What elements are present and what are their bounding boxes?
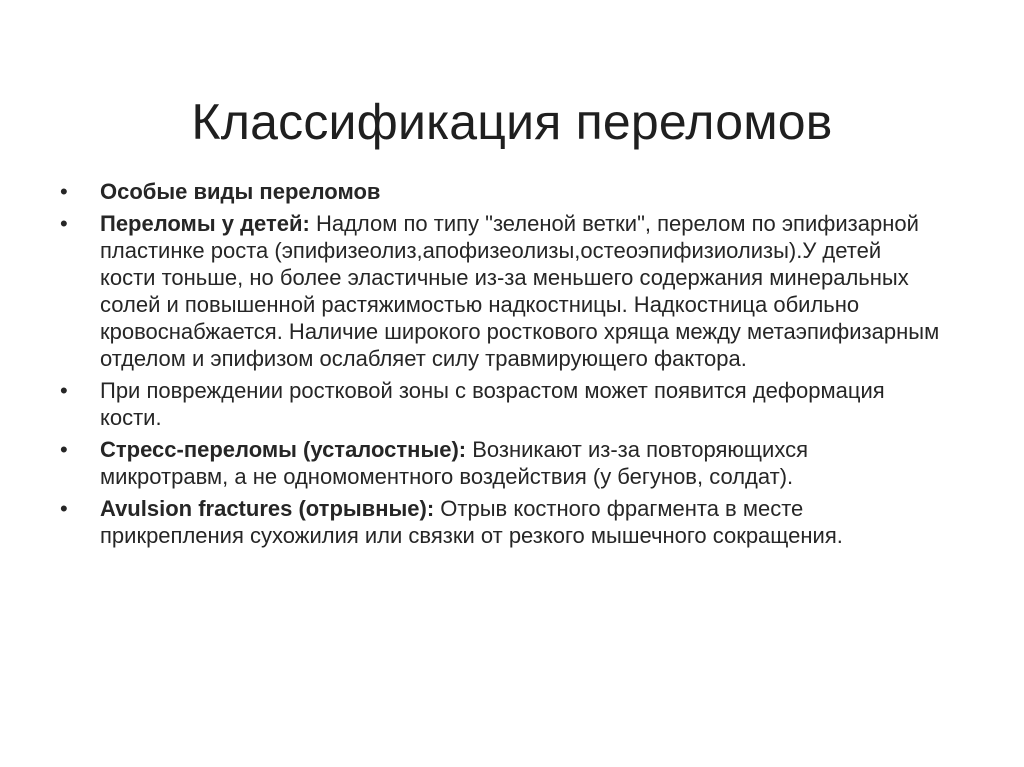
bullet-marker: • <box>60 378 68 403</box>
bullet-marker: • <box>60 496 68 521</box>
bullet-marker: • <box>60 437 68 462</box>
bullet-bold-text: Переломы у детей: <box>100 211 310 236</box>
bullet-bold-text: Особые виды переломов <box>100 179 381 204</box>
bullet-bold-text: Avulsion fractures (отрывные): <box>100 496 435 521</box>
bullet-body-text: Возникают из-за повторяющихся микротравм, а не одномоментного воздействия (у бегунов, солдат). <box>100 437 808 489</box>
bullet-item-avulsion-fractures <box>60 495 940 549</box>
bullet-bold-text: Стресс-переломы (усталостные): <box>100 437 467 462</box>
bullet-item-special-types <box>60 178 940 205</box>
bullet-marker: • <box>60 211 68 236</box>
bullet-body-text: Надлом по типу "зеленой ветки", перелом по эпифизарной пластинке роста (эпифизеолиз,апофизеолизы,остеоэпифизиолизы).У детей кости тоньше, но более эластичные из-за меньшего содержания минеральных солей и повышенной растяжимостью надкостницы. Надкостница обильно кровоснабжается. Наличие широкого росткового хряща между метаэпифизарным отделом и эпифизом ослабляет силу травмирующего фактора. <box>100 211 940 371</box>
bullet-body-text: При повреждении ростковой зоны с возрастом может появится деформация кости. <box>100 378 885 430</box>
slide-title: Классификация переломов <box>191 93 833 150</box>
bullet-item-growth-zone <box>60 377 940 431</box>
bullet-body-text: Отрыв костного фрагмента в месте прикрепления сухожилия или связки от резкого мышечного сокращения. <box>100 496 843 548</box>
bullet-item-stress-fractures <box>60 436 940 490</box>
bullet-item-children-fractures <box>60 210 940 372</box>
bullet-marker: • <box>60 179 68 204</box>
bullet-list <box>60 178 940 554</box>
